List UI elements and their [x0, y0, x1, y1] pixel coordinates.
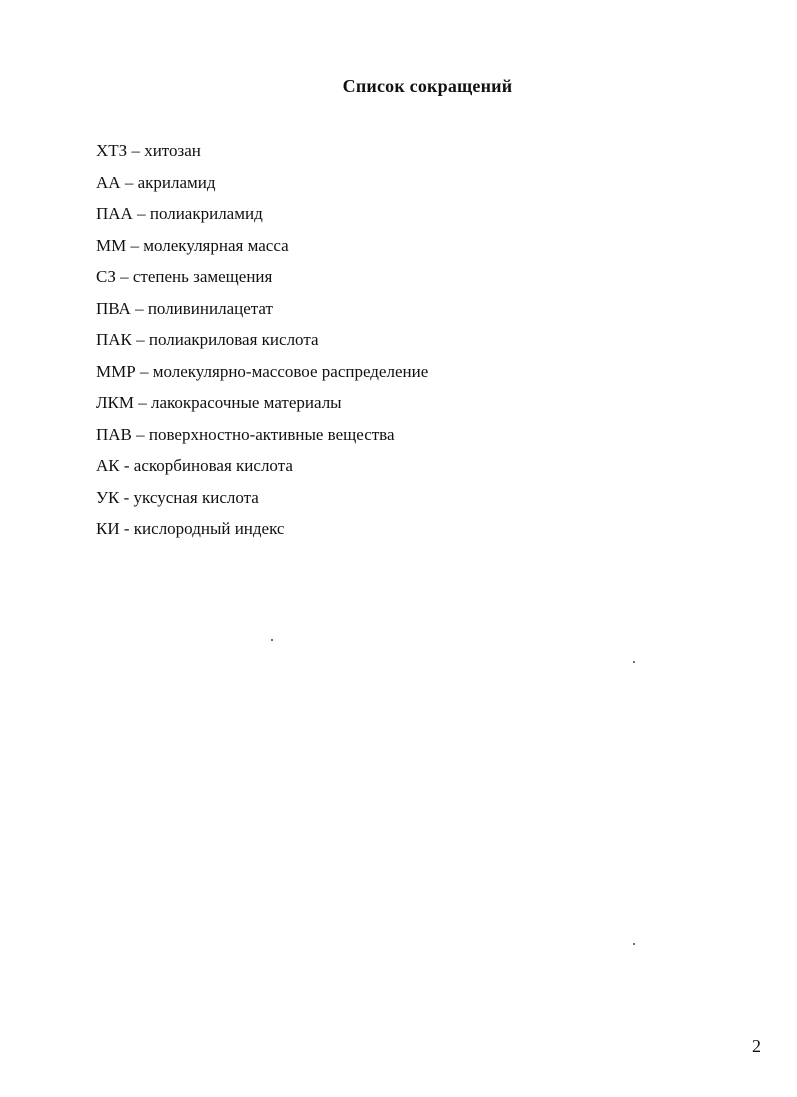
separator: - — [119, 487, 134, 507]
separator: - — [119, 456, 134, 475]
abbreviation-item — [96, 518, 428, 550]
definition: степень замещения — [132, 267, 273, 286]
separator: – — [127, 141, 145, 160]
abbreviation: СЗ — [96, 267, 116, 286]
separator: – — [131, 424, 149, 444]
definition: хитозан — [144, 141, 201, 160]
abbreviation-item — [96, 392, 428, 424]
abbreviation-item — [96, 140, 428, 172]
separator: – — [115, 267, 133, 286]
separator: – — [135, 361, 153, 381]
separator: – — [131, 330, 149, 349]
page-number: 2 — [752, 1036, 761, 1056]
definition: лакокрасочные материалы — [150, 393, 342, 412]
definition: полиакриламид — [149, 204, 263, 223]
definition: молекулярная масса — [143, 235, 289, 255]
separator: – — [130, 298, 148, 318]
abbreviation: ММР — [96, 361, 136, 381]
definition: уксусная кислота — [133, 487, 259, 507]
abbreviation-item — [96, 298, 428, 330]
abbreviation: ПАК — [96, 330, 132, 349]
scan-speck — [633, 943, 635, 945]
separator: - — [119, 519, 134, 538]
definition: кислородный индекс — [133, 519, 285, 538]
abbreviation: ММ — [96, 235, 127, 255]
abbreviation-item — [96, 235, 428, 267]
abbreviation-item — [96, 424, 428, 456]
abbreviation-list — [96, 140, 428, 550]
page-title: Список сокращений — [342, 76, 513, 96]
abbreviation: КИ — [96, 519, 120, 538]
definition: акриламид — [137, 172, 216, 192]
definition: молекулярно-массовое распределение — [152, 361, 429, 381]
separator: – — [126, 235, 144, 255]
abbreviation: ПАА — [96, 204, 133, 223]
scan-speck — [633, 661, 635, 663]
abbreviation: ПАВ — [96, 424, 132, 444]
definition: поверхностно-активные вещества — [148, 424, 395, 444]
definition: аскорбиновая кислота — [133, 456, 293, 475]
abbreviation: ХТЗ — [96, 141, 128, 160]
abbreviation-item — [96, 172, 428, 204]
abbreviation: АА — [96, 172, 121, 192]
definition: полиакриловая кислота — [148, 330, 319, 349]
abbreviation-item — [96, 487, 428, 519]
abbreviation: ПВА — [96, 298, 131, 318]
separator: – — [132, 204, 150, 223]
separator: – — [133, 393, 151, 412]
abbreviation-item — [96, 361, 428, 393]
scan-speck — [271, 639, 273, 641]
abbreviation: АК — [96, 456, 120, 475]
abbreviation-item — [96, 203, 428, 235]
abbreviation: ЛКМ — [96, 393, 134, 412]
definition: поливинилацетат — [147, 298, 273, 318]
abbreviation-item — [96, 455, 428, 487]
abbreviation-item — [96, 266, 428, 298]
separator: – — [120, 172, 138, 192]
abbreviation: УК — [96, 487, 120, 507]
abbreviation-item — [96, 329, 428, 361]
